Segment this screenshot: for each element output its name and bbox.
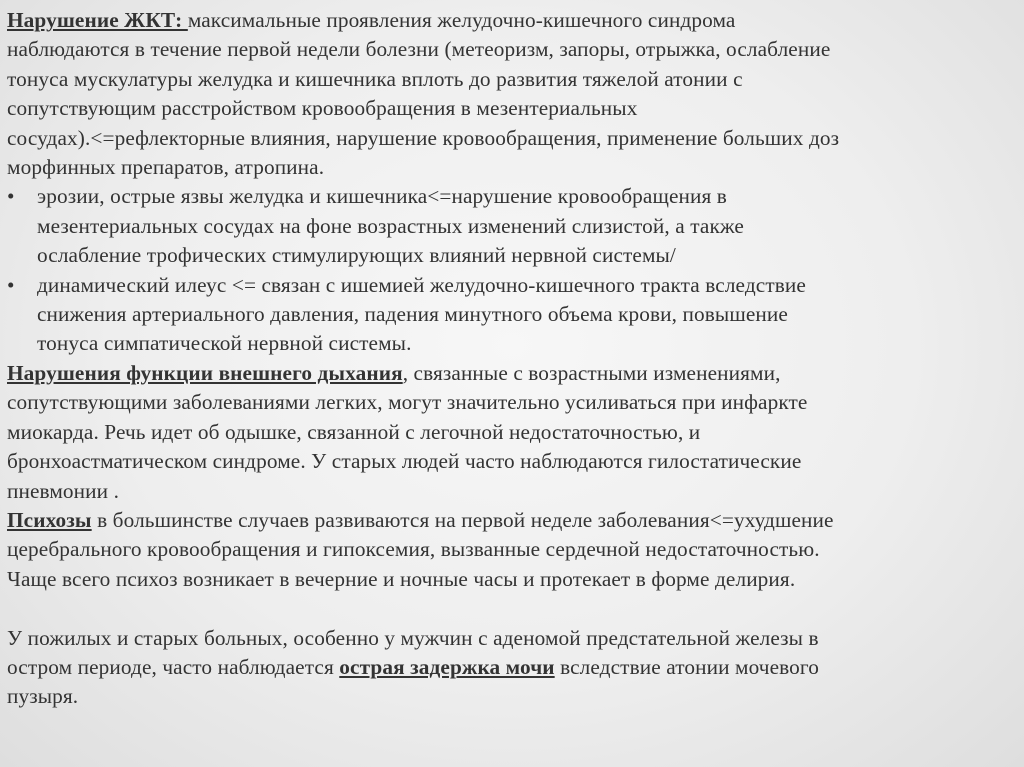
text-line: сопутствующим расстройством кровообращения в мезентериальных	[7, 96, 638, 121]
bullet-icon: •	[7, 272, 15, 297]
text-line: сопутствующими заболеваниями легких, могут значительно усиливаться при инфаркте	[7, 390, 808, 415]
text-line: тонуса симпатической нервной системы.	[37, 331, 412, 356]
bullet-icon: •	[7, 184, 15, 209]
text-line: миокарда. Речь идет об одышке, связанной с легочной недостаточностью, и	[7, 419, 701, 444]
paragraph-gi-disorders	[7, 6, 1012, 182]
text-line: максимальные проявления желудочно-кишечного синдрома	[187, 8, 736, 32]
heading-respiratory: Нарушения функции внешнего дыхания	[7, 360, 403, 385]
slide-text-body	[7, 6, 1012, 712]
text-line: тонуса мускулатуры желудка и кишечника вплоть до развития тяжелой атонии с	[7, 66, 743, 91]
text-line: снижения артериального давления, падения минутного объема крови, повышение	[37, 302, 788, 327]
paragraph-respiratory	[7, 359, 1012, 506]
bullet-item-ileus	[7, 271, 1012, 359]
text-line: в большинстве случаев развиваются на первой неделе заболевания<=ухудшение	[91, 507, 834, 532]
text-line: , связанные с возрастными изменениями,	[402, 360, 781, 385]
bullet-item-erosions	[7, 182, 1012, 270]
text-line: Чаще всего психоз возникает в вечерние и ночные часы и протекает в форме делирия.	[7, 566, 796, 591]
text-line: остром периоде, часто наблюдается	[7, 654, 340, 679]
text-line: пузыря.	[7, 684, 79, 709]
text-line: мезентериальных сосудах на фоне возрастных изменений слизистой, а также	[37, 213, 744, 238]
paragraph-spacer	[7, 594, 1012, 623]
text-line: морфинных препаратов, атропина.	[7, 155, 325, 180]
text-line: церебрального кровообращения и гипоксемия, вызванные сердечной недостаточностью.	[7, 537, 820, 562]
text-line: сосудах).<=рефлекторные влияния, нарушение кровообращения, применение больших доз	[7, 125, 840, 150]
text-line: У пожилых и старых больных, особенно у мужчин с аденомой предстательной железы в	[7, 625, 819, 650]
text-line: бронхоастматическом синдроме. У старых людей часто наблюдаются гилостатические	[7, 449, 802, 474]
heading-gi-disorders: Нарушение ЖКТ:	[7, 8, 188, 32]
heading-psychoses: Психозы	[7, 507, 92, 532]
paragraph-urinary	[7, 624, 1012, 712]
text-line: эрозии, острые язвы желудка и кишечника<=нарушение кровообращения в	[37, 184, 727, 209]
text-line: вследствие атонии мочевого	[554, 654, 819, 679]
text-line: динамический илеус <= связан с ишемией желудочно-кишечного тракта вследствие	[37, 272, 806, 297]
highlight-urinary-retention: острая задержка мочи	[339, 654, 555, 679]
text-line: наблюдаются в течение первой недели болезни (метеоризм, запоры, отрыжка, ослабление	[7, 37, 831, 62]
text-line: ослабление трофических стимулирующих влияний нервной системы/	[37, 243, 676, 268]
text-line: пневмонии .	[7, 478, 120, 503]
paragraph-psychoses	[7, 506, 1012, 594]
